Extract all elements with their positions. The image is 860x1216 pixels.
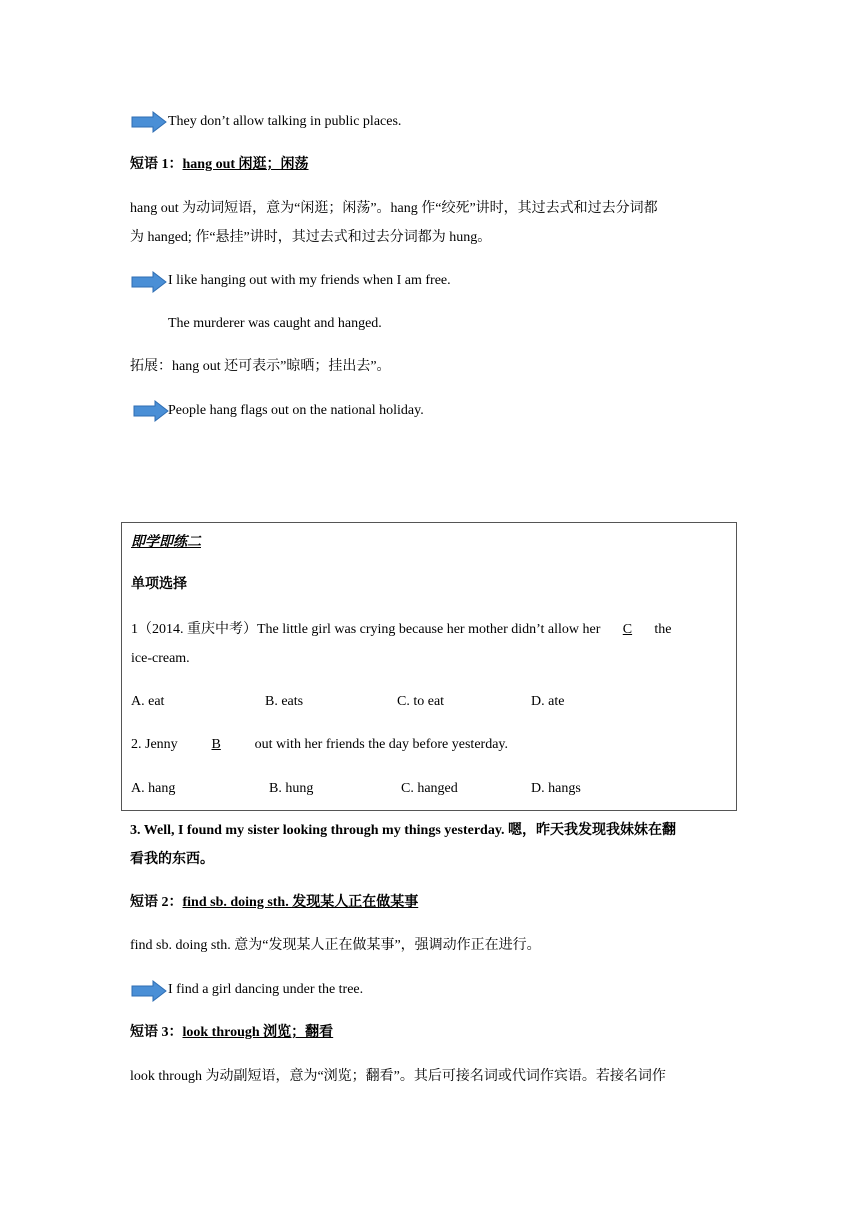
exercise-box (121, 522, 737, 811)
exercise-subtitle: 单项选择 (131, 577, 187, 592)
option-a: A. hang (131, 781, 176, 796)
key-sentence-cont: 看我的东西。 (130, 852, 214, 867)
extension-note: 拓展：hang out 还可表示”晾晒；挂出去”。 (130, 359, 391, 374)
option-b: B. hung (269, 781, 314, 796)
example-sentence: I find a girl dancing under the tree. (168, 982, 364, 997)
option-b: B. eats (265, 694, 304, 709)
phrase-title: look through 浏览；翻看 (182, 1025, 334, 1040)
option-c: C. hanged (401, 781, 458, 796)
phrase-description: 为 hanged; 作“悬挂”讲时，其过去式和过去分词都为 hung。 (130, 230, 492, 245)
exercise-title: 即学即练二 (131, 535, 201, 550)
example-sentence: The murderer was caught and hanged. (168, 316, 382, 331)
arrow-icon (131, 271, 167, 293)
question-1-cont: ice-cream. (131, 651, 190, 666)
arrow-icon (131, 111, 167, 133)
example-sentence: They don’t allow talking in public places. (168, 114, 402, 129)
phrase-description: look through 为动副短语，意为“浏览；翻看”。其后可接名词或代词作宾语。若接名词作 (130, 1069, 666, 1084)
phrase-title: find sb. doing sth. 发现某人正在做某事 (182, 895, 419, 910)
answer-blank: C (622, 622, 633, 637)
phrase-heading: 短语 1：hang out 闲逛；闲荡 (130, 157, 309, 172)
phrase-title: hang out 闲逛；闲荡 (182, 157, 309, 172)
option-d: D. ate (531, 694, 565, 709)
example-sentence: People hang flags out on the national holiday. (168, 403, 424, 418)
phrase-description: hang out 为动词短语，意为“闲逛；闲荡”。hang 作“绞死”讲时，其过去式和过去分词都 (130, 201, 658, 216)
option-c: C. to eat (397, 694, 445, 709)
arrow-icon (133, 400, 169, 422)
phrase-heading: 短语 3：look through 浏览；翻看 (130, 1025, 334, 1040)
option-d: D. hangs (531, 781, 581, 796)
option-a: A. eat (131, 694, 165, 709)
question-1: 1（2014. 重庆中考）The little girl was crying because her mother didn’t allow her C the (131, 620, 672, 640)
phrase-description: find sb. doing sth. 意为“发现某人正在做某事”，强调动作正在进行。 (130, 938, 541, 953)
arrow-icon (131, 980, 167, 1002)
key-sentence: 3. Well, I found my sister looking through my things yesterday. 嗯，昨天我发现我妹妹在翻 (130, 823, 677, 838)
example-sentence: I like hanging out with my friends when I am free. (168, 273, 451, 288)
question-2: 2. Jenny B out with her friends the day before yesterday. (131, 735, 508, 755)
answer-blank: B (211, 737, 221, 752)
phrase-heading: 短语 2：find sb. doing sth. 发现某人正在做某事 (130, 895, 419, 910)
